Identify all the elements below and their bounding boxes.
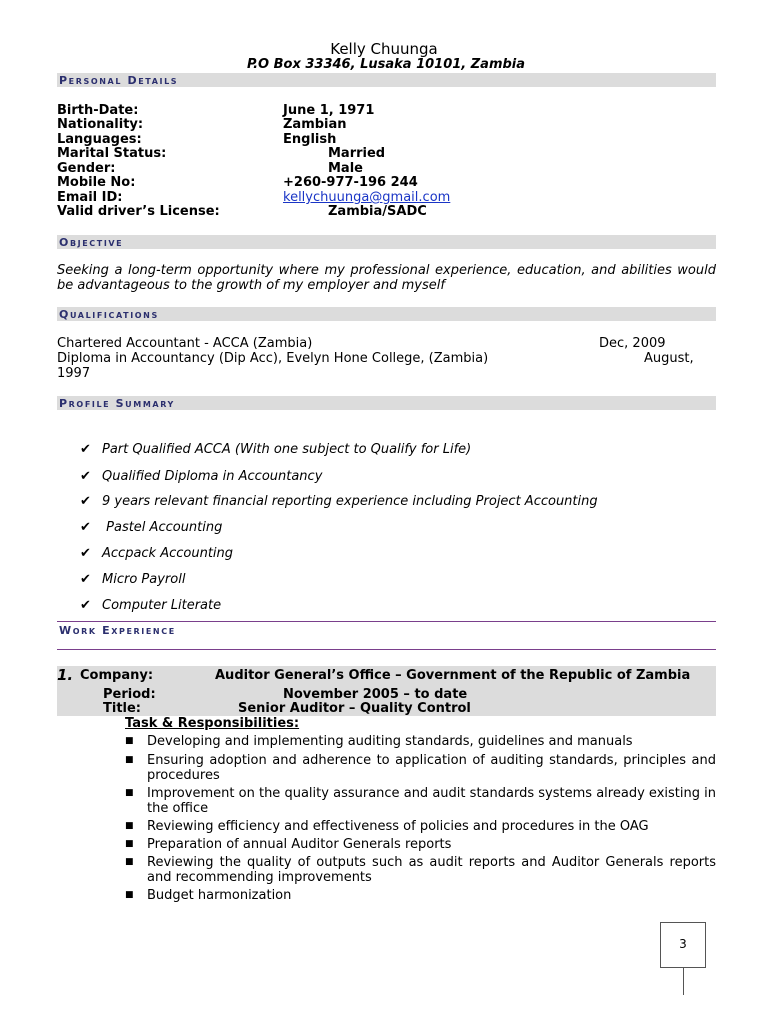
section-rule-top [57, 621, 716, 622]
profile-item: ✔ Part Qualified ACCA (With one subject to Qualify for Life) [80, 442, 472, 457]
checkmark-icon: ✔ [80, 520, 91, 535]
profile-item: ✔ Micro Payroll [80, 572, 186, 587]
bullet-icon: ■ [125, 890, 134, 900]
profile-item: ✔ Qualified Diploma in Accountancy [80, 469, 323, 484]
tasks-heading: Task & Responsibilities: [125, 716, 300, 731]
task-item: Reviewing efficiency and effectiveness of policies and procedures in the OAG [147, 819, 649, 834]
value-gender: Male [328, 161, 363, 176]
profile-item: ✔ Accpack Accounting [80, 546, 234, 561]
checkmark-icon: ✔ [80, 598, 91, 613]
objective-text: Seeking a long-term opportunity where my professional experience, education, and abilities would be advantageous to the growth of my employer and myself [57, 263, 716, 293]
profile-item: ✔ Computer Literate [80, 598, 222, 613]
qualification-diploma-date-year: 1997 [57, 366, 91, 381]
job-number: 1. [57, 666, 74, 684]
task-item: Preparation of annual Auditor Generals reports [147, 837, 452, 852]
bullet-icon: ■ [125, 736, 134, 746]
job-period: November 2005 – to date [283, 687, 468, 702]
label-birth-date: Birth-Date: [57, 103, 139, 118]
job-title: Senior Auditor – Quality Control [238, 701, 471, 716]
job-company: Auditor General’s Office – Government of the Republic of Zambia [215, 668, 691, 683]
job-period-label: Period: [103, 687, 156, 702]
resume-name: Kelly Chuunga [330, 40, 438, 58]
section-header-profile: Profile Summary [57, 396, 716, 410]
qualification-diploma: Diploma in Accountancy (Dip Acc), Evelyn Hone College, (Zambia) [57, 351, 489, 366]
profile-item: ✔ 9 years relevant financial reporting experience including Project Accounting [80, 494, 598, 509]
task-item: Improvement on the quality assurance and audit standards systems already existing in the office [147, 786, 716, 816]
email-link[interactable]: kellychuunga@gmail.com [283, 190, 451, 205]
value-nationality: Zambian [283, 117, 347, 132]
section-header-personal: Personal Details [57, 73, 716, 87]
checkmark-icon: ✔ [80, 546, 91, 561]
qualification-acca-date: Dec, 2009 [599, 336, 666, 351]
task-item: Developing and implementing auditing standards, guidelines and manuals [147, 734, 633, 749]
profile-item: ✔ Pastel Accounting [80, 520, 223, 535]
page-number-box [660, 922, 706, 968]
bullet-icon: ■ [125, 755, 134, 765]
task-item: Budget harmonization [147, 888, 292, 903]
label-gender: Gender: [57, 161, 116, 176]
label-marital-status: Marital Status: [57, 146, 167, 161]
section-header-qualifications: Qualifications [57, 307, 716, 321]
value-marital-status: Married [328, 146, 386, 161]
label-nationality: Nationality: [57, 117, 144, 132]
bullet-icon: ■ [125, 839, 134, 849]
checkmark-icon: ✔ [80, 494, 91, 509]
qualification-acca: Chartered Accountant - ACCA (Zambia) [57, 336, 313, 351]
checkmark-icon: ✔ [80, 442, 91, 457]
value-languages: English [283, 132, 337, 147]
bullet-icon: ■ [125, 788, 134, 798]
job-company-label: Company: [80, 668, 154, 683]
label-mobile: Mobile No: [57, 175, 136, 190]
page-number: 3 [679, 937, 687, 951]
label-license: Valid driver’s License: [57, 204, 220, 219]
checkmark-icon: ✔ [80, 572, 91, 587]
section-header-work: Work Experience [59, 624, 176, 637]
label-email: Email ID: [57, 190, 123, 205]
value-license: Zambia/SADC [328, 204, 427, 219]
section-rule-bottom [57, 649, 716, 650]
value-mobile: +260-977-196 244 [283, 175, 418, 190]
label-languages: Languages: [57, 132, 142, 147]
bullet-icon: ■ [125, 821, 134, 831]
value-birth-date: June 1, 1971 [283, 103, 375, 118]
section-header-objective: Objective [57, 235, 716, 249]
qualification-diploma-date: August, [644, 351, 694, 366]
task-item: Ensuring adoption and adherence to application of auditing standards, principles and procedures [147, 753, 716, 783]
job-title-label: Title: [103, 701, 142, 716]
resume-address: P.O Box 33346, Lusaka 10101, Zambia [246, 57, 526, 72]
page-number-connector [683, 967, 684, 995]
checkmark-icon: ✔ [80, 469, 91, 484]
task-item: Reviewing the quality of outputs such as audit reports and Auditor Generals reports and recommending improvements [147, 855, 716, 885]
bullet-icon: ■ [125, 857, 134, 867]
